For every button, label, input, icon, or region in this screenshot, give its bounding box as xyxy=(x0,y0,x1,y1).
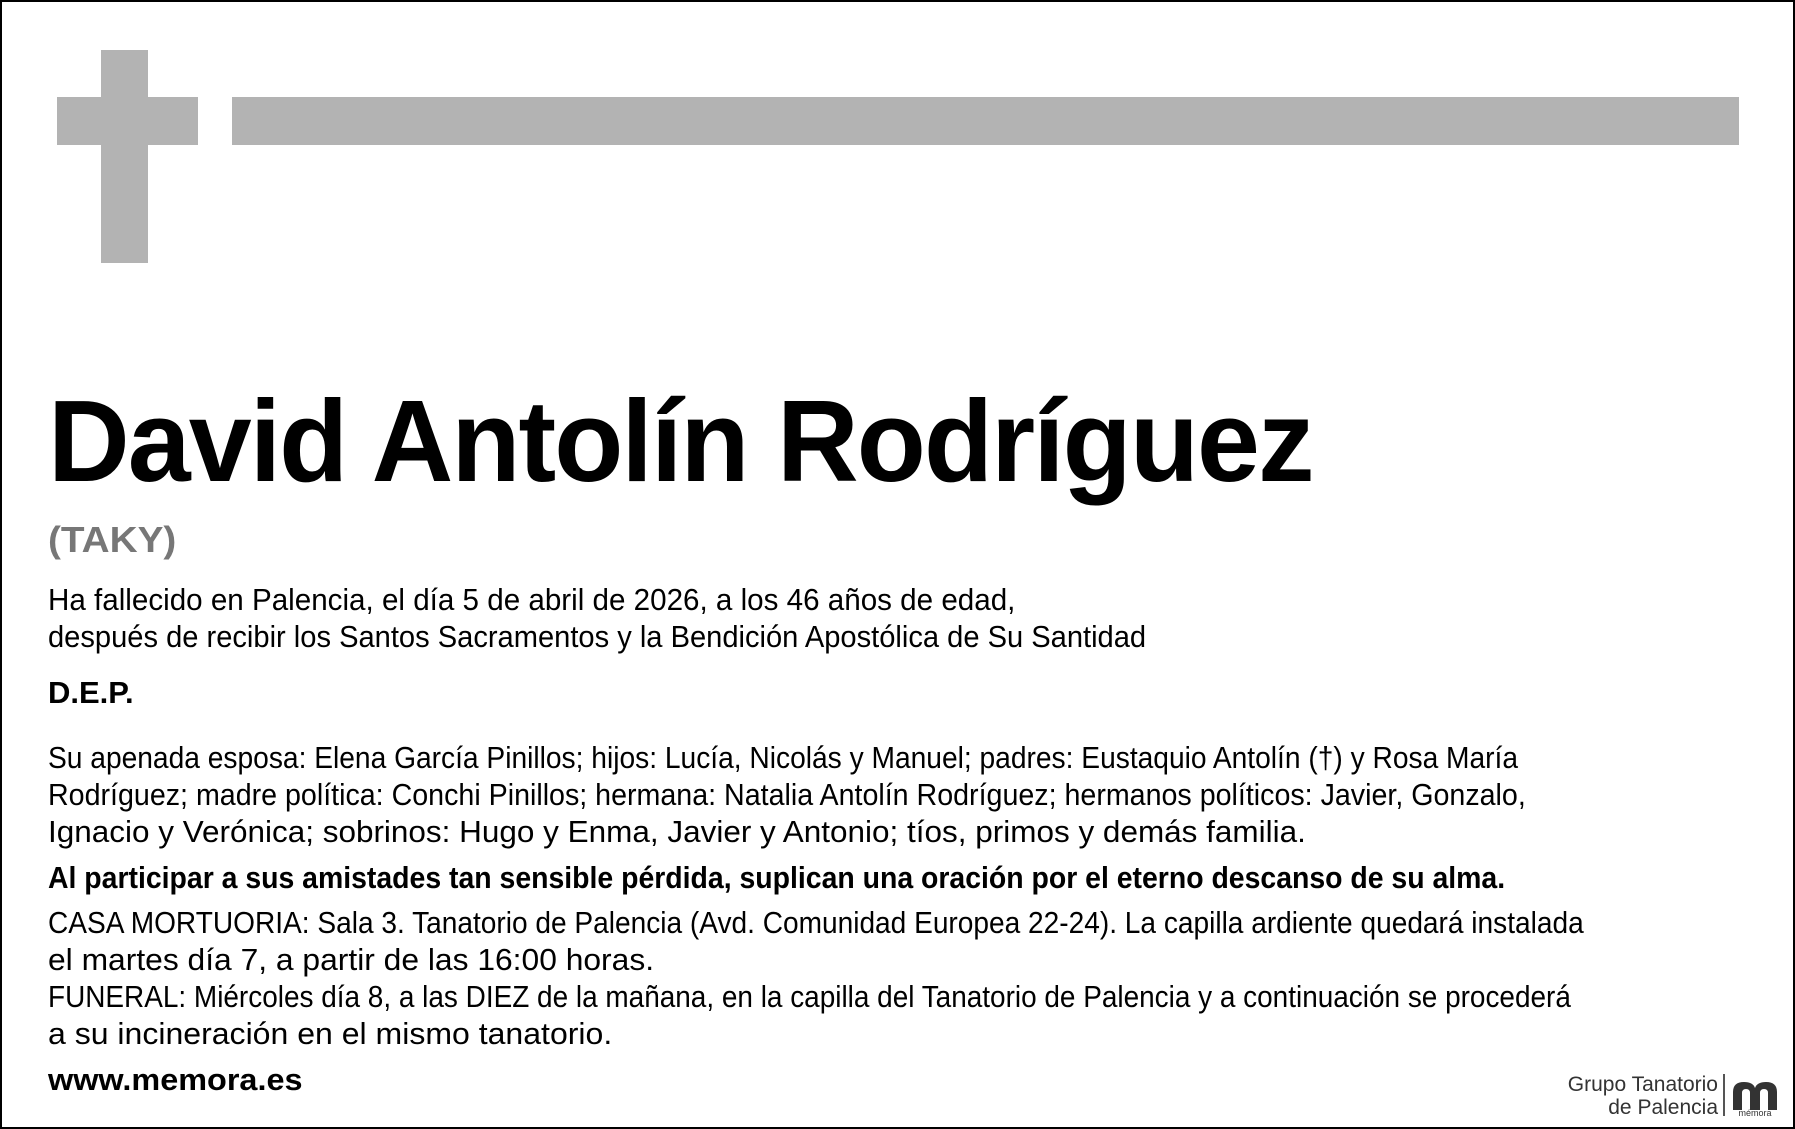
website-link[interactable]: www.memora.es xyxy=(48,1062,303,1097)
brand-name-line1: Grupo Tanatorio xyxy=(1567,1073,1718,1096)
logo-caption: mémora xyxy=(1738,1108,1772,1118)
memora-m-logo-icon xyxy=(1731,1080,1779,1110)
cross-icon xyxy=(101,50,148,263)
prayer-request: Al participar a sus amistades tan sensible pérdida, suplican una oración por el eterno descanso de su alma. xyxy=(48,860,1506,895)
family-line: Su apenada esposa: Elena García Pinillos; hijos: Lucía, Nicolás y Manuel; padres: Eustaquio Antolín (†) y Rosa María xyxy=(48,740,1519,775)
services-line: FUNERAL: Miércoles día 8, a las DIEZ de la mañana, en la capilla del Tanatorio de Palencia y a continuación se procederá xyxy=(48,979,1571,1014)
announcement-line: Ha fallecido en Palencia, el día 5 de abril de 2026, a los 46 años de edad, xyxy=(48,582,1016,617)
brand-name-line2: de Palencia xyxy=(1608,1096,1718,1119)
family-line: Ignacio y Verónica; sobrinos: Hugo y Enma, Javier y Antonio; tíos, primos y demás familia. xyxy=(48,814,1306,849)
announcement-line: después de recibir los Santos Sacramentos y la Bendición Apostólica de Su Santidad xyxy=(48,619,1147,654)
family-line: Rodríguez; madre política: Conchi Pinillos; hermana: Natalia Antolín Rodríguez; hermanos políticos: Javier, Gonzalo, xyxy=(48,777,1526,812)
header-bar xyxy=(232,97,1739,145)
services-line: a su incineración en el mismo tanatorio. xyxy=(48,1016,613,1051)
deceased-name: David Antolín Rodríguez xyxy=(48,376,1313,506)
cross-icon-arm xyxy=(57,97,198,145)
services-line: CASA MORTUORIA: Sala 3. Tanatorio de Palencia (Avd. Comunidad Europea 22-24). La capilla ardiente quedará instalada xyxy=(48,905,1584,940)
deceased-alias: (TAKY) xyxy=(48,519,177,560)
rip-label: D.E.P. xyxy=(48,675,134,710)
services-line: el martes día 7, a partir de las 16:00 horas. xyxy=(48,942,655,977)
logo-divider xyxy=(1723,1074,1725,1116)
